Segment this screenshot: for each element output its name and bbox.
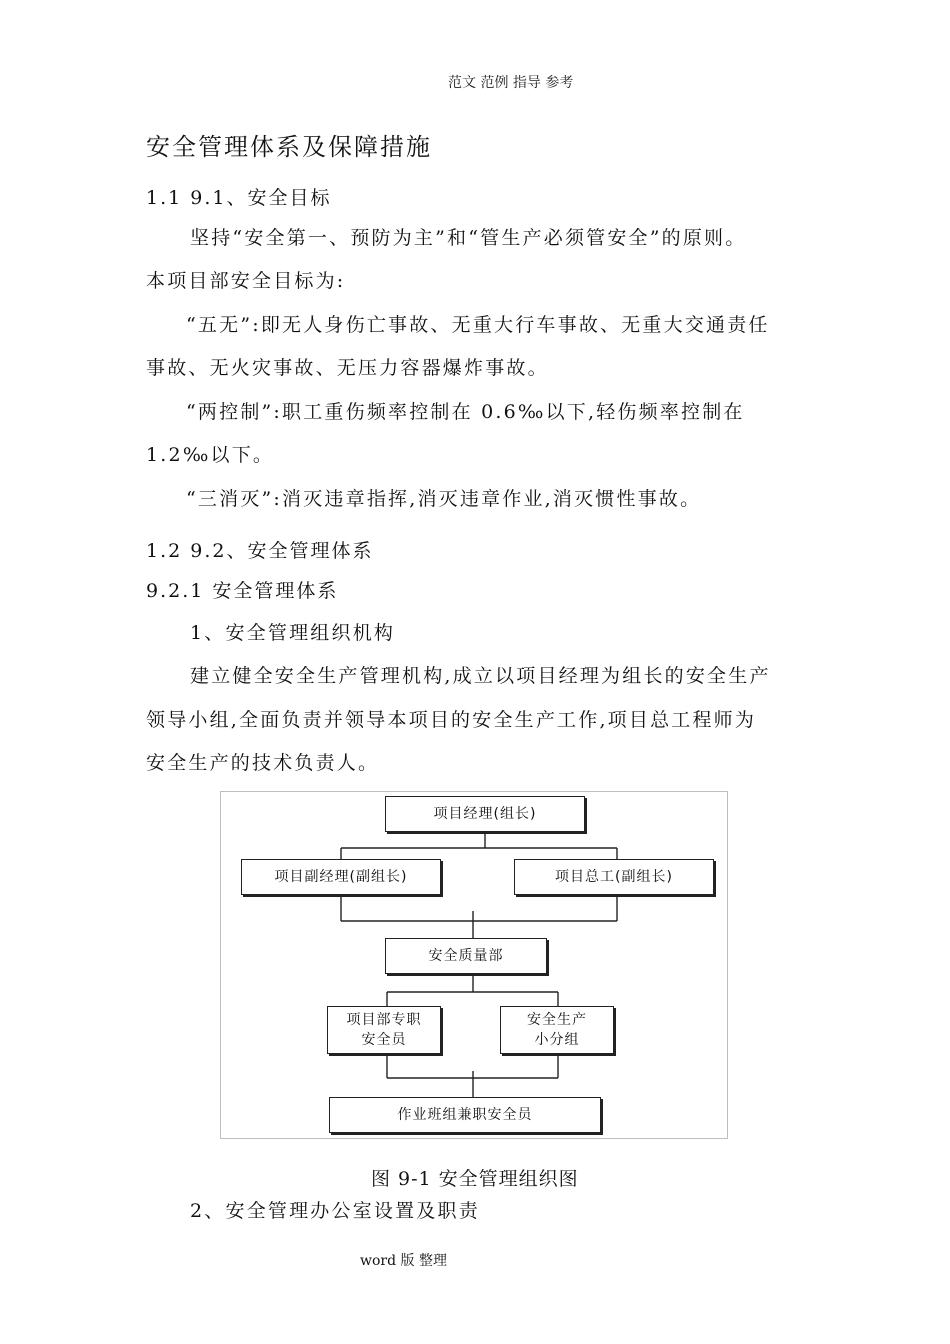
box-safety-production-group-line2: 小分组 [534, 1032, 580, 1048]
box-chief-engineer [514, 859, 714, 895]
document-title: 安全管理体系及保障措施 [146, 133, 432, 161]
box-safety-quality-dept-label: 安全质量部 [428, 948, 504, 964]
paragraph-org-line2: 领导小组,全面负责并领导本项目的安全生产工作,项目总工程师为 [146, 709, 757, 731]
paragraph-three-eliminations: “三消灭”:消灭违章指挥,消灭违章作业,消灭惯性事故。 [186, 488, 702, 510]
box-chief-engineer-label: 项目总工(副组长) [555, 869, 673, 885]
paragraph-five-none-line1: “五无”:即无人身伤亡事故、无重大行车事故、无重大交通责任 [186, 314, 770, 336]
paragraph-two-controls-line2: 1.2‰以下。 [146, 444, 275, 466]
paragraph-principle-line1: 坚持“安全第一、预防为主”和“管生产必须管安全”的原则。 [190, 227, 747, 249]
box-project-manager [385, 796, 585, 832]
paragraph-five-none-line2: 事故、无火灾事故、无压力容器爆炸事故。 [146, 357, 549, 379]
paragraph-two-controls-line1: “两控制”:职工重伤频率控制在 0.6‰以下,轻伤频率控制在 [186, 401, 745, 423]
subheading-org-structure: 1、安全管理组织机构 [190, 622, 396, 644]
paragraph-org-line1: 建立健全安全生产管理机构,成立以项目经理为组长的安全生产 [190, 665, 771, 687]
box-team-parttime-officer-label: 作业班组兼职安全员 [397, 1107, 533, 1123]
box-project-manager-label: 项目经理(组长) [433, 806, 537, 822]
figure-caption: 图 9-1 安全管理组织图 [371, 1168, 579, 1190]
org-chart-figure [220, 791, 728, 1139]
box-deputy-manager-label: 项目副经理(副组长) [274, 869, 408, 885]
box-deputy-manager [241, 859, 441, 895]
page-header: 范文 范例 指导 参考 [448, 75, 574, 91]
box-fulltime-safety-officer-line1: 项目部专职 [346, 1012, 422, 1028]
box-team-parttime-officer [329, 1097, 601, 1133]
box-fulltime-safety-officer-line2: 安全员 [361, 1032, 407, 1048]
box-safety-production-group-line1: 安全生产 [527, 1012, 587, 1028]
section-heading-9-1: 1.1 9.1、安全目标 [146, 187, 332, 209]
section-heading-9-2: 1.2 9.2、安全管理体系 [146, 540, 374, 562]
section-heading-9-2-1: 9.2.1 安全管理体系 [146, 580, 339, 602]
page-footer: word 版 整理 [360, 1253, 447, 1269]
box-safety-production-group [500, 1006, 614, 1054]
paragraph-principle-line2: 本项目部安全目标为: [146, 270, 346, 292]
subheading-office-duties: 2、安全管理办公室设置及职责 [190, 1200, 480, 1222]
paragraph-org-line3: 安全生产的技术负责人。 [146, 752, 380, 774]
box-fulltime-safety-officer [327, 1006, 441, 1054]
box-safety-quality-dept [385, 938, 547, 974]
